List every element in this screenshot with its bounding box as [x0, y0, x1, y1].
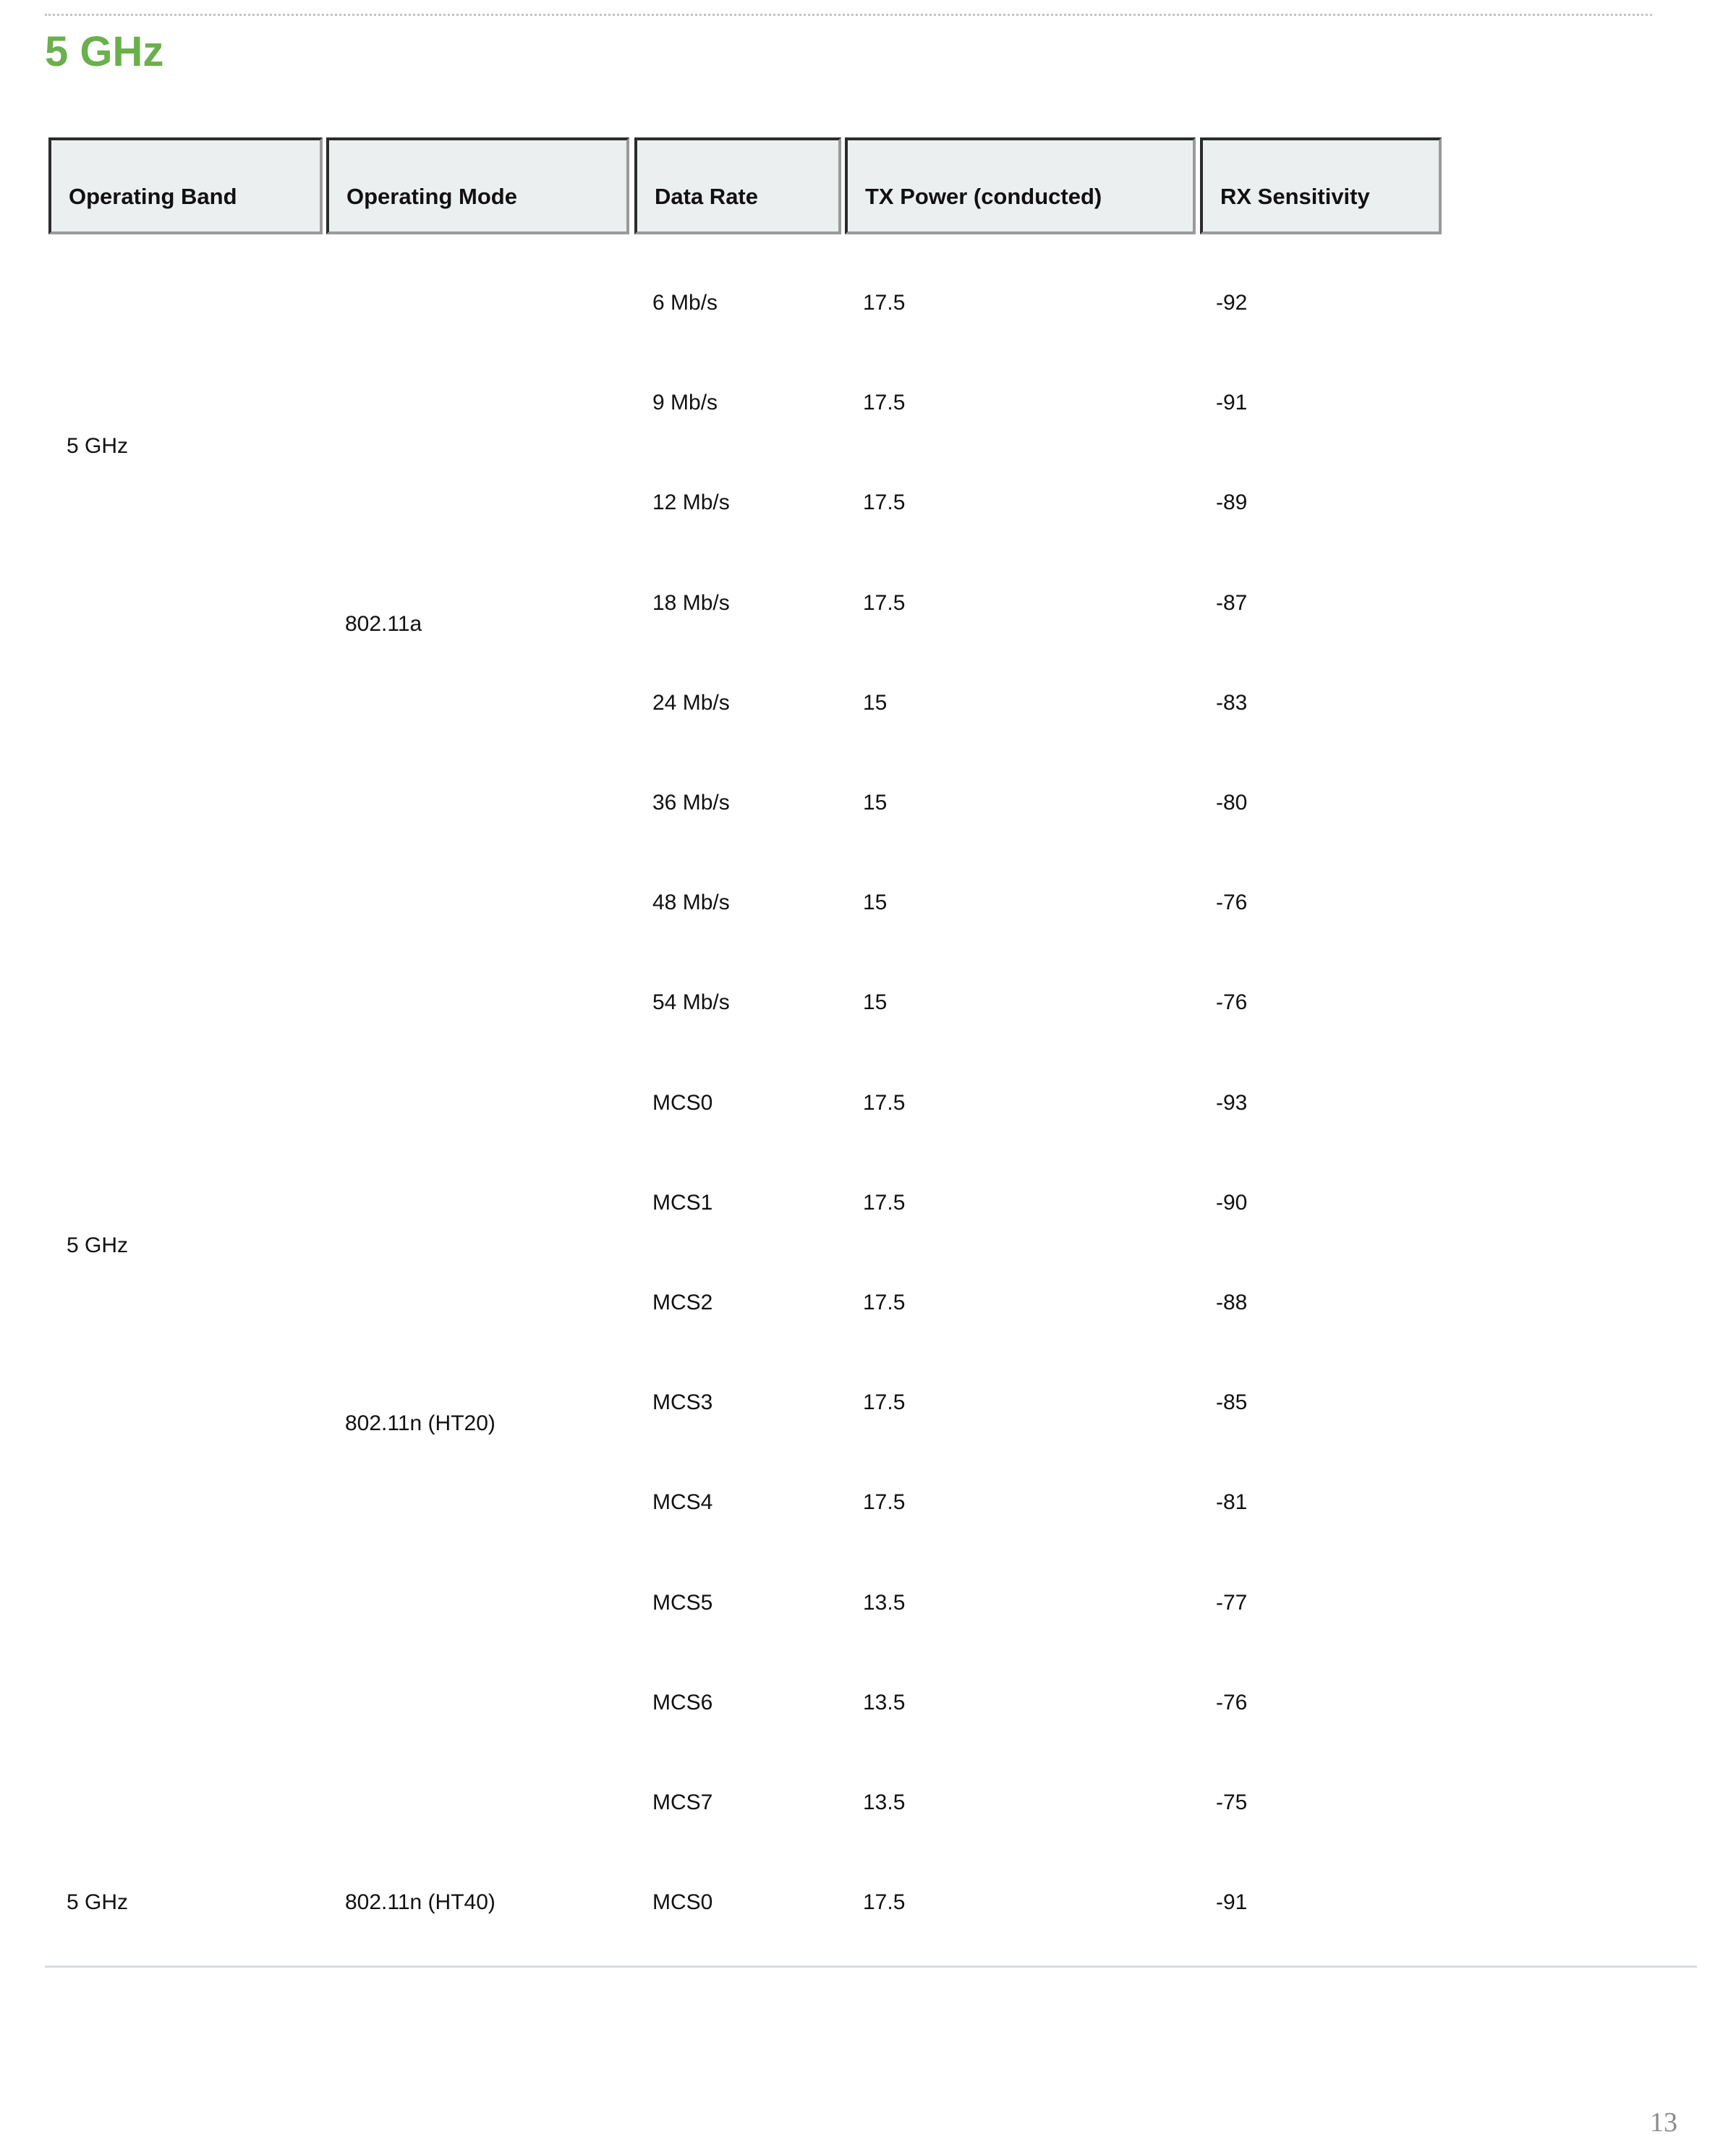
- header-label: RX Sensitivity: [1220, 184, 1370, 209]
- tx-power-cell: 13.5: [863, 1691, 906, 1715]
- section-title: 5 GHz: [45, 28, 164, 75]
- tx-power-cell: 13.5: [863, 1790, 906, 1814]
- rx-sensitivity-cell: -77: [1216, 1591, 1248, 1615]
- tx-power-cell: 15: [863, 891, 888, 914]
- band-label: 5 GHz: [67, 434, 129, 458]
- header-label: Operating Mode: [346, 184, 517, 209]
- rx-sensitivity-cell: -85: [1216, 1390, 1248, 1414]
- rx-sensitivity-cell: -76: [1216, 891, 1248, 914]
- data-rate-cell: MCS5: [652, 1591, 713, 1615]
- tx-power-cell: 15: [863, 990, 888, 1014]
- tx-power-cell: 17.5: [863, 391, 906, 415]
- tx-power-cell: 15: [863, 691, 888, 715]
- tx-power-cell: 17.5: [863, 291, 906, 315]
- header-label: Data Rate: [655, 184, 758, 209]
- header-tx-power: [845, 137, 1196, 234]
- rx-sensitivity-cell: -91: [1216, 391, 1248, 415]
- rx-sensitivity-cell: -81: [1216, 1490, 1248, 1514]
- rx-sensitivity-cell: -90: [1216, 1191, 1248, 1215]
- data-rate-cell: MCS2: [652, 1291, 713, 1314]
- tx-power-cell: 17.5: [863, 1091, 906, 1115]
- data-rate-cell: 24 Mb/s: [652, 691, 730, 715]
- rx-sensitivity-cell: -88: [1216, 1291, 1248, 1314]
- data-rate-cell: 54 Mb/s: [652, 990, 730, 1014]
- rx-sensitivity-cell: -76: [1216, 1691, 1248, 1715]
- header-data-rate: [634, 137, 841, 234]
- header-label: Operating Band: [69, 184, 237, 209]
- rx-sensitivity-cell: -91: [1216, 1890, 1248, 1914]
- data-rate-cell: 9 Mb/s: [652, 391, 718, 415]
- tx-power-cell: 17.5: [863, 490, 906, 514]
- mode-label: 802.11a: [345, 612, 422, 636]
- rx-sensitivity-cell: -92: [1216, 291, 1248, 315]
- tx-power-cell: 17.5: [863, 591, 906, 615]
- data-rate-cell: 48 Mb/s: [652, 891, 730, 914]
- tx-power-cell: 13.5: [863, 1591, 906, 1615]
- band-label: 5 GHz: [67, 1233, 129, 1257]
- mode-label: 802.11n (HT20): [345, 1411, 495, 1435]
- header-label: TX Power (conducted): [865, 184, 1102, 209]
- page-number: 13: [1650, 2107, 1677, 2138]
- tx-power-cell: 17.5: [863, 1191, 906, 1215]
- rx-sensitivity-cell: -80: [1216, 791, 1248, 815]
- rx-sensitivity-cell: -89: [1216, 490, 1248, 514]
- data-rate-cell: 6 Mb/s: [652, 291, 718, 315]
- rx-sensitivity-cell: -83: [1216, 691, 1248, 715]
- tx-power-cell: 17.5: [863, 1490, 906, 1514]
- bottom-divider: [45, 1966, 1697, 1968]
- tx-power-cell: 17.5: [863, 1890, 906, 1914]
- data-rate-cell: MCS1: [652, 1191, 713, 1215]
- data-rate-cell: 12 Mb/s: [652, 490, 730, 514]
- data-rate-cell: 18 Mb/s: [652, 591, 730, 615]
- tx-power-cell: 17.5: [863, 1291, 906, 1314]
- data-rate-cell: MCS4: [652, 1490, 713, 1514]
- band-label: 5 GHz: [67, 1890, 129, 1914]
- mode-label: 802.11n (HT40): [345, 1890, 495, 1914]
- header-operating-band: [48, 137, 323, 234]
- rx-sensitivity-cell: -93: [1216, 1091, 1248, 1115]
- header-operating-mode: [326, 137, 629, 234]
- data-rate-cell: MCS0: [652, 1890, 713, 1914]
- tx-power-cell: 15: [863, 791, 888, 815]
- tx-power-cell: 17.5: [863, 1390, 906, 1414]
- rx-sensitivity-cell: -87: [1216, 591, 1248, 615]
- rx-sensitivity-cell: -76: [1216, 990, 1248, 1014]
- data-rate-cell: MCS3: [652, 1390, 713, 1414]
- rx-sensitivity-cell: -75: [1216, 1790, 1248, 1814]
- data-rate-cell: MCS7: [652, 1790, 713, 1814]
- top-dotted-divider: [45, 14, 1652, 16]
- data-rate-cell: 36 Mb/s: [652, 791, 730, 815]
- data-rate-cell: MCS0: [652, 1091, 713, 1115]
- data-rate-cell: MCS6: [652, 1691, 713, 1715]
- header-rx-sensitivity: [1200, 137, 1442, 234]
